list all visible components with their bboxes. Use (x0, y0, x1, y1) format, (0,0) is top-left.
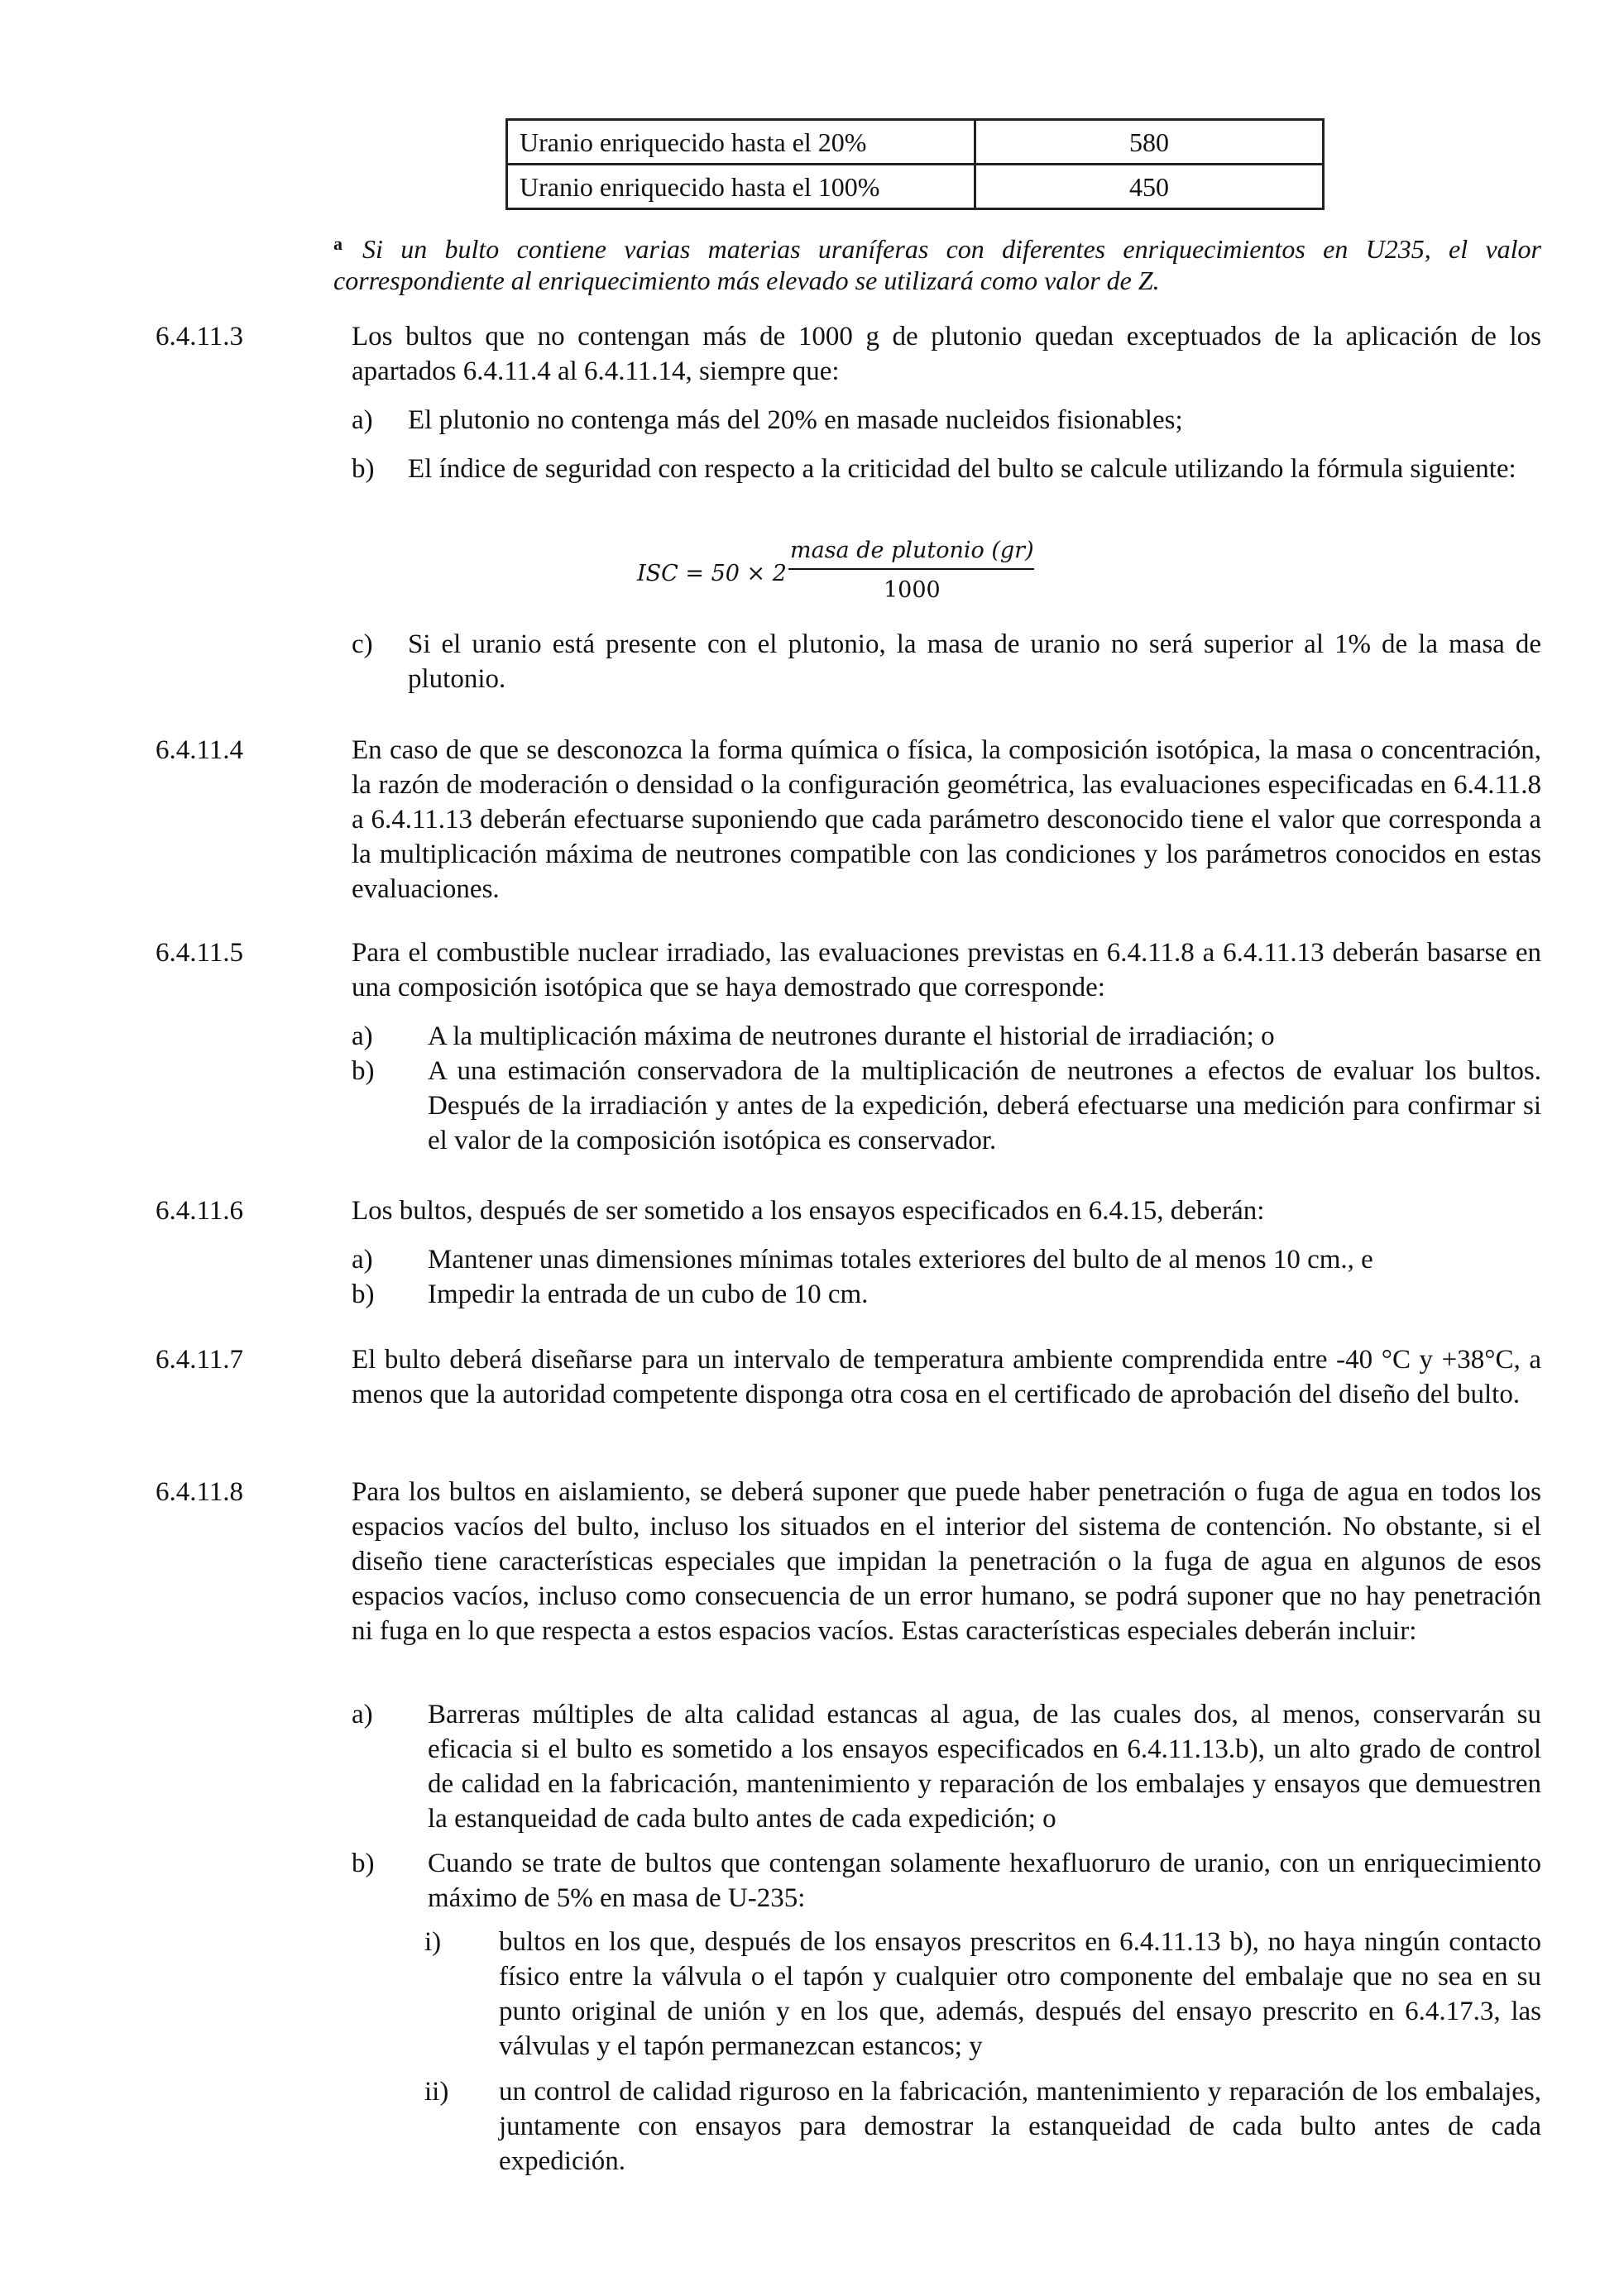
clause-number: 6.4.11.6 (156, 1196, 244, 1226)
item-label: i) (424, 1927, 442, 1957)
clause-number: 6.4.11.4 (156, 735, 244, 765)
item-label: b) (352, 454, 375, 484)
item-text: bultos en los que, después de los ensayos prescritos en 6.4.11.13 b), no haya ningún contacto físico entre la válvula o el tapón y cualquier otro componente del embalaje que no sea en su punto original de unión y en los que, además, después del ensayo prescrito en 6.4.17.3, las válvulas y el tapón permanezcan estancos; y (499, 1927, 1541, 2061)
clause-number: 6.4.11.7 (156, 1345, 244, 1375)
item-text: A una estimación conservadora de la multiplicación de neutrones a efectos de evaluar los bultos. Después de la irradiación y antes de la expedición, deberá efectuarse una medición para confirmar si el valor de la composición isotópica es conservador. (428, 1056, 1541, 1155)
list-item (352, 1697, 1541, 1836)
item-label: b) (352, 1280, 375, 1309)
formula-lhs: ISC = 50 × 2 (637, 561, 787, 586)
formula-denominator: 1000 (884, 577, 941, 603)
item-label: ii) (424, 2077, 449, 2107)
item-label: a) (352, 1245, 373, 1275)
table-footnote (333, 233, 1541, 296)
item-text: El índice de seguridad con respecto a la criticidad del bulto se calcule utilizando la fórmula siguiente: (408, 454, 1516, 484)
enrichment-table (505, 118, 1325, 210)
sub-list-item (424, 1925, 1541, 2064)
item-text: Cuando se trate de bultos que contengan solamente hexafluoruro de uranio, con un enriquecimiento máximo de 5% en masa de U-235: (428, 1849, 1541, 1913)
clause-text: Para los bultos en aislamiento, se deberá suponer que puede haber penetración o fuga de agua en todos los espacios vacíos del bulto, incluso los situados en el interior del sistema de contención. No obstante, si el diseño tiene características especiales que impidan la penetración o la fuga de agua en algunos de esos espacios vacíos, incluso como consecuencia de un error humano, se podrá suponer que no hay penetración ni fuga en lo que respecta a estos espacios vacíos. Estas características especiales deberán incluir: (352, 1477, 1541, 1646)
item-label: a) (352, 1021, 373, 1051)
item-text: A la multiplicación máxima de neutrones durante el historial de irradiación; o (428, 1021, 1275, 1051)
clause-number: 6.4.11.8 (156, 1477, 244, 1507)
item-label: a) (352, 1700, 373, 1729)
item-text: un control de calidad riguroso en la fabricación, mantenimiento y reparación de los embalajes, juntamente con ensayos para demostrar la estanqueidad de cada bulto antes de cada expedición. (499, 2077, 1541, 2176)
item-text: Impedir la entrada de un cubo de 10 cm. (428, 1280, 869, 1309)
item-label: c) (352, 629, 373, 659)
table-cell-label: Uranio enriquecido hasta el 20% (507, 120, 975, 165)
table-cell-value: 580 (975, 120, 1324, 165)
list-item (352, 1846, 1541, 1916)
isc-formula (637, 533, 1051, 608)
table-cell-value: 450 (975, 165, 1324, 209)
item-text: El plutonio no contenga más del 20% en masade nucleidos fisionables; (408, 405, 1183, 435)
item-text: Mantener unas dimensiones mínimas totales exteriores del bulto de al menos 10 cm., e (428, 1245, 1373, 1275)
table-cell-label: Uranio enriquecido hasta el 100% (507, 165, 975, 209)
item-label: a) (352, 405, 373, 435)
list-item (352, 1242, 1541, 1277)
list-item (352, 403, 1541, 438)
footnote-mark: a (333, 233, 343, 254)
formula-numerator: masa de plutonio (gr) (790, 538, 1034, 563)
item-text: Barreras múltiples de alta calidad estancas al agua, de las cuales dos, al menos, conservarán su eficacia si el bulto es sometido a los ensayos especificados en 6.4.11.13.b), un alto grado de control de calidad en la fabricación, mantenimiento y reparación de los embalajes y ensayos que demuestren la estanqueidad de cada bulto antes de cada expedición; o (428, 1700, 1541, 1834)
clause-text: Para el combustible nuclear irradiado, las evaluaciones previstas en 6.4.11.8 a 6.4.11.13 deberán basarse en una composición isotópica que se haya demostrado que corresponde: (352, 938, 1541, 1002)
clause-text: Los bultos, después de ser sometido a los ensayos especificados en 6.4.15, deberán: (352, 1196, 1265, 1226)
list-item (352, 452, 1541, 526)
clause-text: En caso de que se desconozca la forma química o física, la composición isotópica, la masa o concentración, la razón de moderación o densidad o la configuración geométrica, las evaluaciones especificadas en 6.4.11.8 a 6.4.11.13 deberán efectuarse suponiendo que cada parámetro desconocido tiene el valor que corresponda a la multiplicación máxima de neutrones compatible con las condiciones y los parámetros conocidos en estas evaluaciones. (352, 735, 1541, 904)
list-item (352, 627, 1541, 701)
list-item (352, 1019, 1541, 1054)
clause-text: Los bultos que no contengan más de 1000 g de plutonio quedan exceptuados de la aplicación de los apartados 6.4.11.4 al 6.4.11.14, siempre que: (352, 322, 1541, 386)
list-item (352, 1277, 1541, 1312)
fraction-bar (788, 568, 1034, 570)
clause-number: 6.4.11.3 (156, 322, 244, 352)
item-label: b) (352, 1056, 375, 1086)
clause-number: 6.4.11.5 (156, 938, 244, 968)
item-text: Si el uranio está presente con el plutonio, la masa de uranio no será superior al 1% de la masa de plutonio. (408, 629, 1541, 694)
clause-text: El bulto deberá diseñarse para un intervalo de temperatura ambiente comprendida entre -40 °C y +38°C, a menos que la autoridad competente disponga otra cosa en el certificado de aprobación del diseño del bulto. (352, 1345, 1541, 1409)
table-row (507, 120, 1324, 165)
footnote-text: Si un bulto contiene varias materias uraníferas con diferentes enriquecimientos en U235, el valor correspondiente al enriquecimiento más elevado se utilizará como valor de Z. (333, 234, 1541, 295)
table-row (507, 165, 1324, 209)
item-label: b) (352, 1849, 375, 1878)
list-item (352, 1054, 1541, 1158)
sub-list-item (424, 2074, 1541, 2179)
